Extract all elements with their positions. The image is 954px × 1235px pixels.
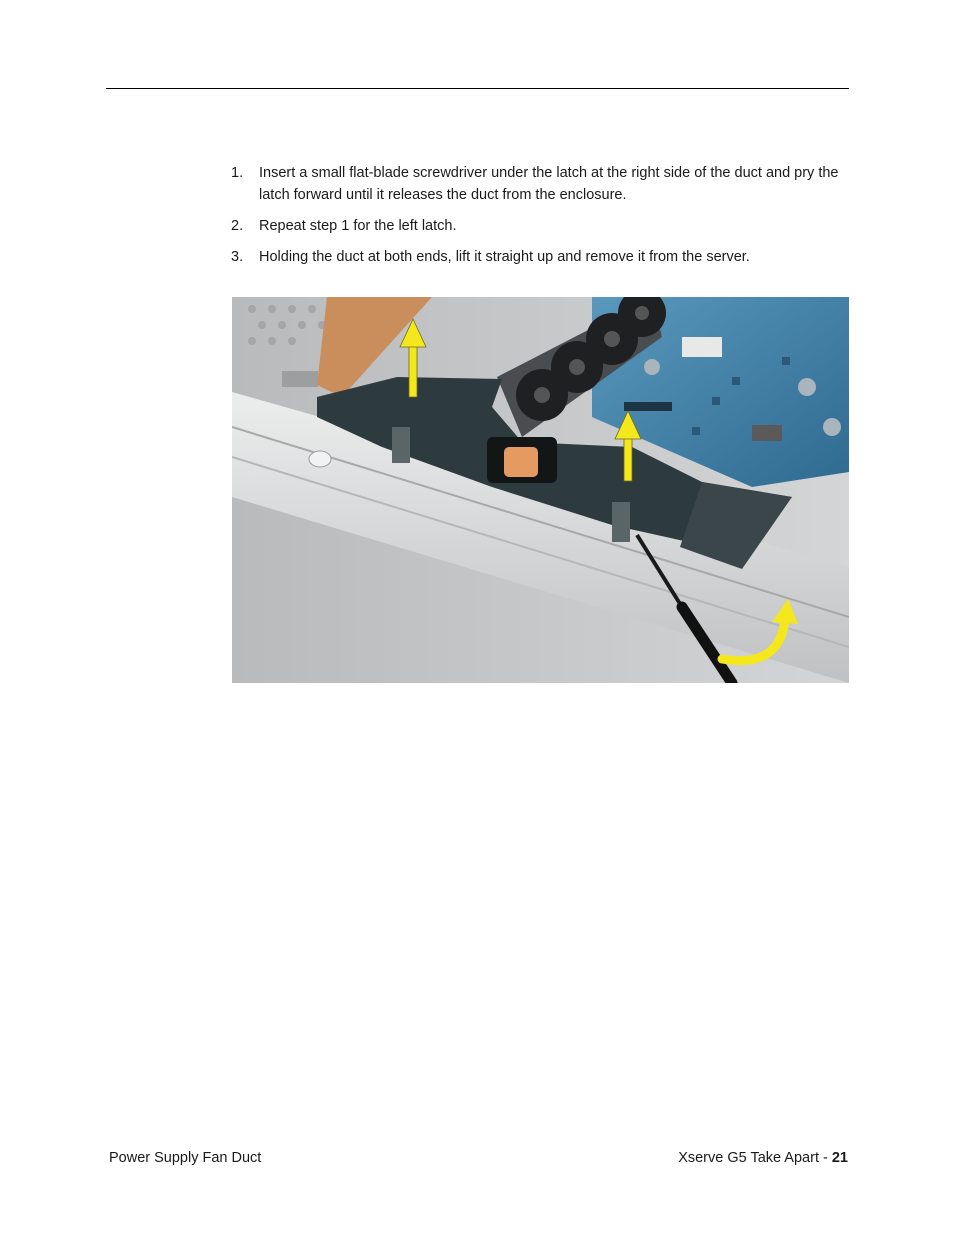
step-number: 2. <box>231 218 244 234</box>
right-duct-latch <box>612 502 630 542</box>
page-number: 21 <box>831 1150 848 1166</box>
instruction-step-1 <box>231 162 841 206</box>
duct-cable-grommet <box>504 447 538 477</box>
footer-page-info <box>678 1150 848 1166</box>
instruction-step-2 <box>231 215 841 237</box>
footer-doc-title: Xserve G5 Take Apart - <box>678 1150 832 1166</box>
step-text: Insert a small flat-blade screwdriver under the latch at the right side of the duct and pry the latch forward until it releases the duct from the enclosure. <box>259 165 839 203</box>
header-rule <box>106 88 849 89</box>
step-text: Holding the duct at both ends, lift it straight up and remove it from the server. <box>259 249 750 265</box>
step-number: 1. <box>231 165 244 181</box>
step-number: 3. <box>231 249 244 265</box>
instruction-step-3 <box>231 246 841 268</box>
footer-section-title: Power Supply Fan Duct <box>109 1150 262 1166</box>
fan-duct-removal-photo <box>232 297 849 683</box>
step-text: Repeat step 1 for the left latch. <box>259 218 457 234</box>
instruction-list <box>231 162 841 277</box>
